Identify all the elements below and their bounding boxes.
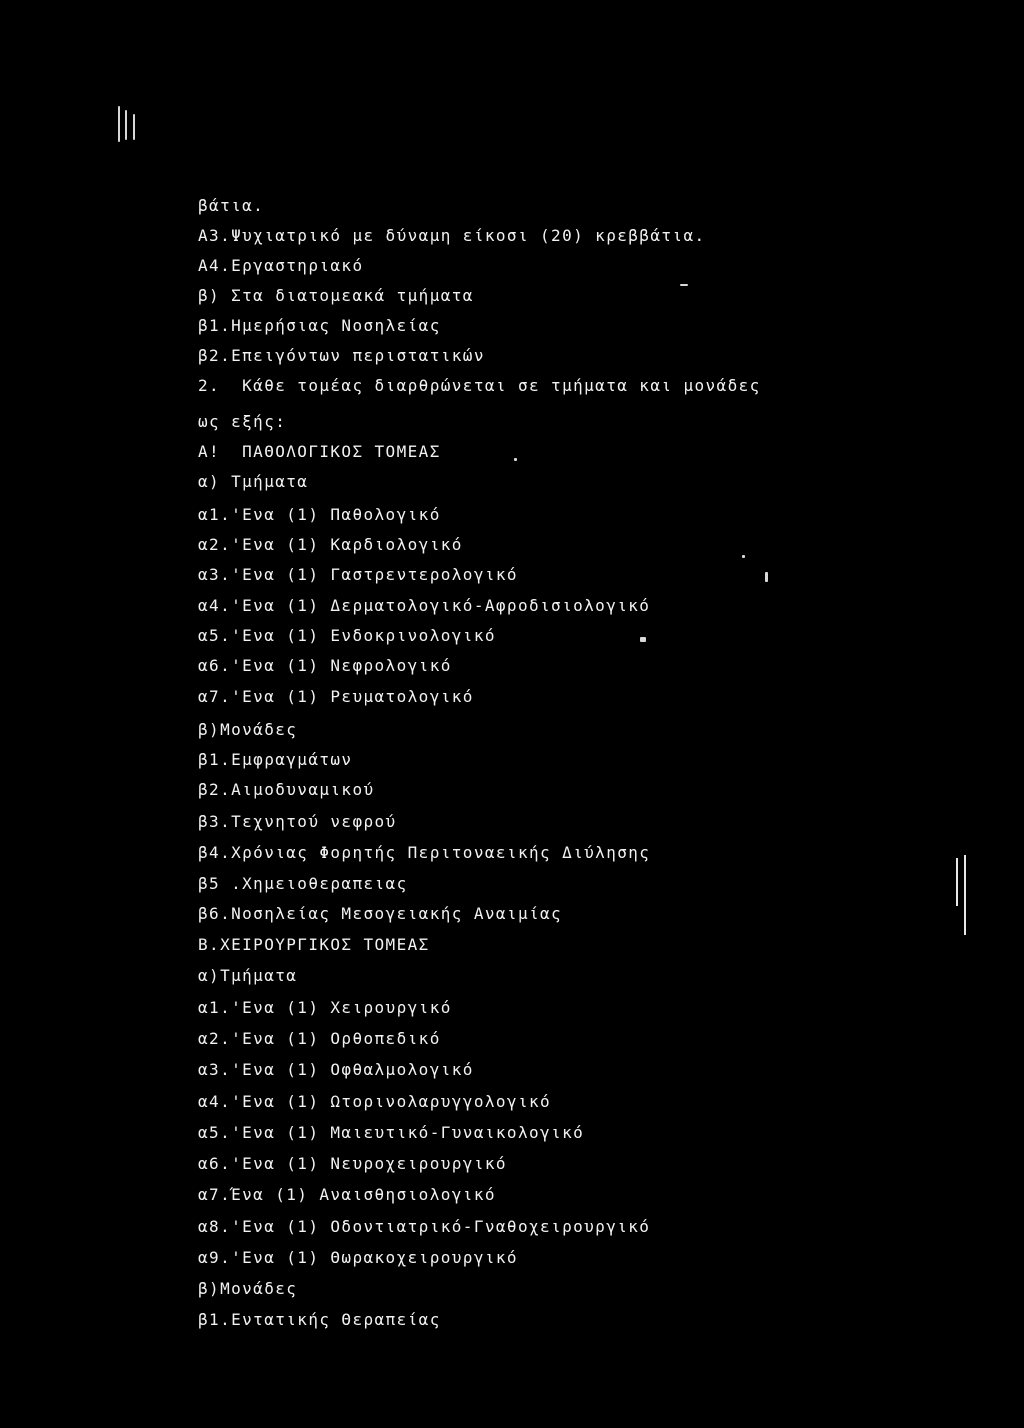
document-line: Α3.Ψυχιατρικό με δύναμη είκοσι (20) κρεββάτια. [198, 226, 706, 245]
document-line: β2.Αιμοδυναμικού [198, 780, 375, 799]
document-line: α3.'Ενα (1) Οφθαλμολογικό [198, 1060, 474, 1079]
document-line: α6.'Ενα (1) Νευροχειρουργικό [198, 1154, 507, 1173]
document-line: α8.'Ενα (1) Οδοντιατρικό-Γναθοχειρουργικό [198, 1217, 651, 1236]
scan-artifact [742, 555, 745, 558]
document-line: β)Μονάδες [198, 1279, 298, 1298]
document-line: Α4.Εργαστηριακό [198, 256, 364, 275]
document-line: α7.'Ενα (1) Ρευματολογικό [198, 687, 474, 706]
document-line: β1.Εμφραγμάτων [198, 750, 353, 769]
scan-artifact [125, 110, 127, 140]
document-line: α7.Ένα (1) Αναισθησιολογικό [198, 1185, 496, 1204]
document-line: β4.Χρόνιας Φορητής Περιτοναεικής Διύλησης [198, 843, 651, 862]
document-line: βάτια. [198, 196, 265, 215]
document-line: β6.Νοσηλείας Μεσογειακής Αναιμίας [198, 904, 563, 923]
scan-artifact [133, 114, 135, 140]
document-line: β2.Επειγόντων περιστατικών [198, 346, 485, 365]
document-line: β) Στα διατομεακά τμήματα [198, 286, 474, 305]
document-line: β1.Εντατικής Θεραπείας [198, 1310, 441, 1329]
document-line: α) Τμήματα [198, 472, 309, 491]
document-line: α4.'Ενα (1) Ωτορινολαρυγγολογικό [198, 1092, 552, 1111]
document-line: α5.'Ενα (1) Μαιευτικό-Γυναικολογικό [198, 1123, 585, 1142]
document-line: 2. Κάθε τομέας διαρθρώνεται σε τμήματα και μονάδες [198, 376, 761, 395]
document-line: α5.'Ενα (1) Ενδοκρινολογικό [198, 626, 496, 645]
document-line: β3.Τεχνητού νεφρού [198, 812, 397, 831]
section-heading: Β.ΧΕΙΡΟΥΡΓΙΚΟΣ ΤΟΜΕΑΣ [198, 935, 430, 954]
document-line: ως εξής: [198, 412, 287, 431]
document-line: α1.'Ενα (1) Χειρουργικό [198, 998, 452, 1017]
document-line: α3.'Ενα (1) Γαστρεντερολογικό [198, 565, 518, 584]
document-line: α2.'Ενα (1) Ορθοπεδικό [198, 1029, 441, 1048]
document-line: β1.Ημερήσιας Νοσηλείας [198, 316, 441, 335]
margin-mark [964, 855, 966, 935]
document-line: α6.'Ενα (1) Νεφρολογικό [198, 656, 452, 675]
margin-mark [956, 858, 958, 906]
document-line: α4.'Ενα (1) Δερματολογικό-Αφροδισιολογικό [198, 596, 651, 615]
scan-artifact [765, 572, 768, 582]
scan-artifact [680, 284, 688, 286]
document-line: α9.'Ενα (1) Θωρακοχειρουργικό [198, 1248, 518, 1267]
document-line: β)Μονάδες [198, 720, 298, 739]
section-heading: Α! ΠΑΘΟΛΟΓΙΚΟΣ ΤΟΜΕΑΣ [198, 442, 441, 461]
document-line: α)Τμήματα [198, 966, 298, 985]
scan-artifact [514, 458, 517, 461]
document-line: α1.'Ενα (1) Παθολογικό [198, 505, 441, 524]
scan-artifact [640, 637, 646, 642]
scan-artifact [118, 106, 120, 142]
document-line: α2.'Ενα (1) Καρδιολογικό [198, 535, 463, 554]
document-line: β5 .Χημειοθεραπειας [198, 874, 408, 893]
